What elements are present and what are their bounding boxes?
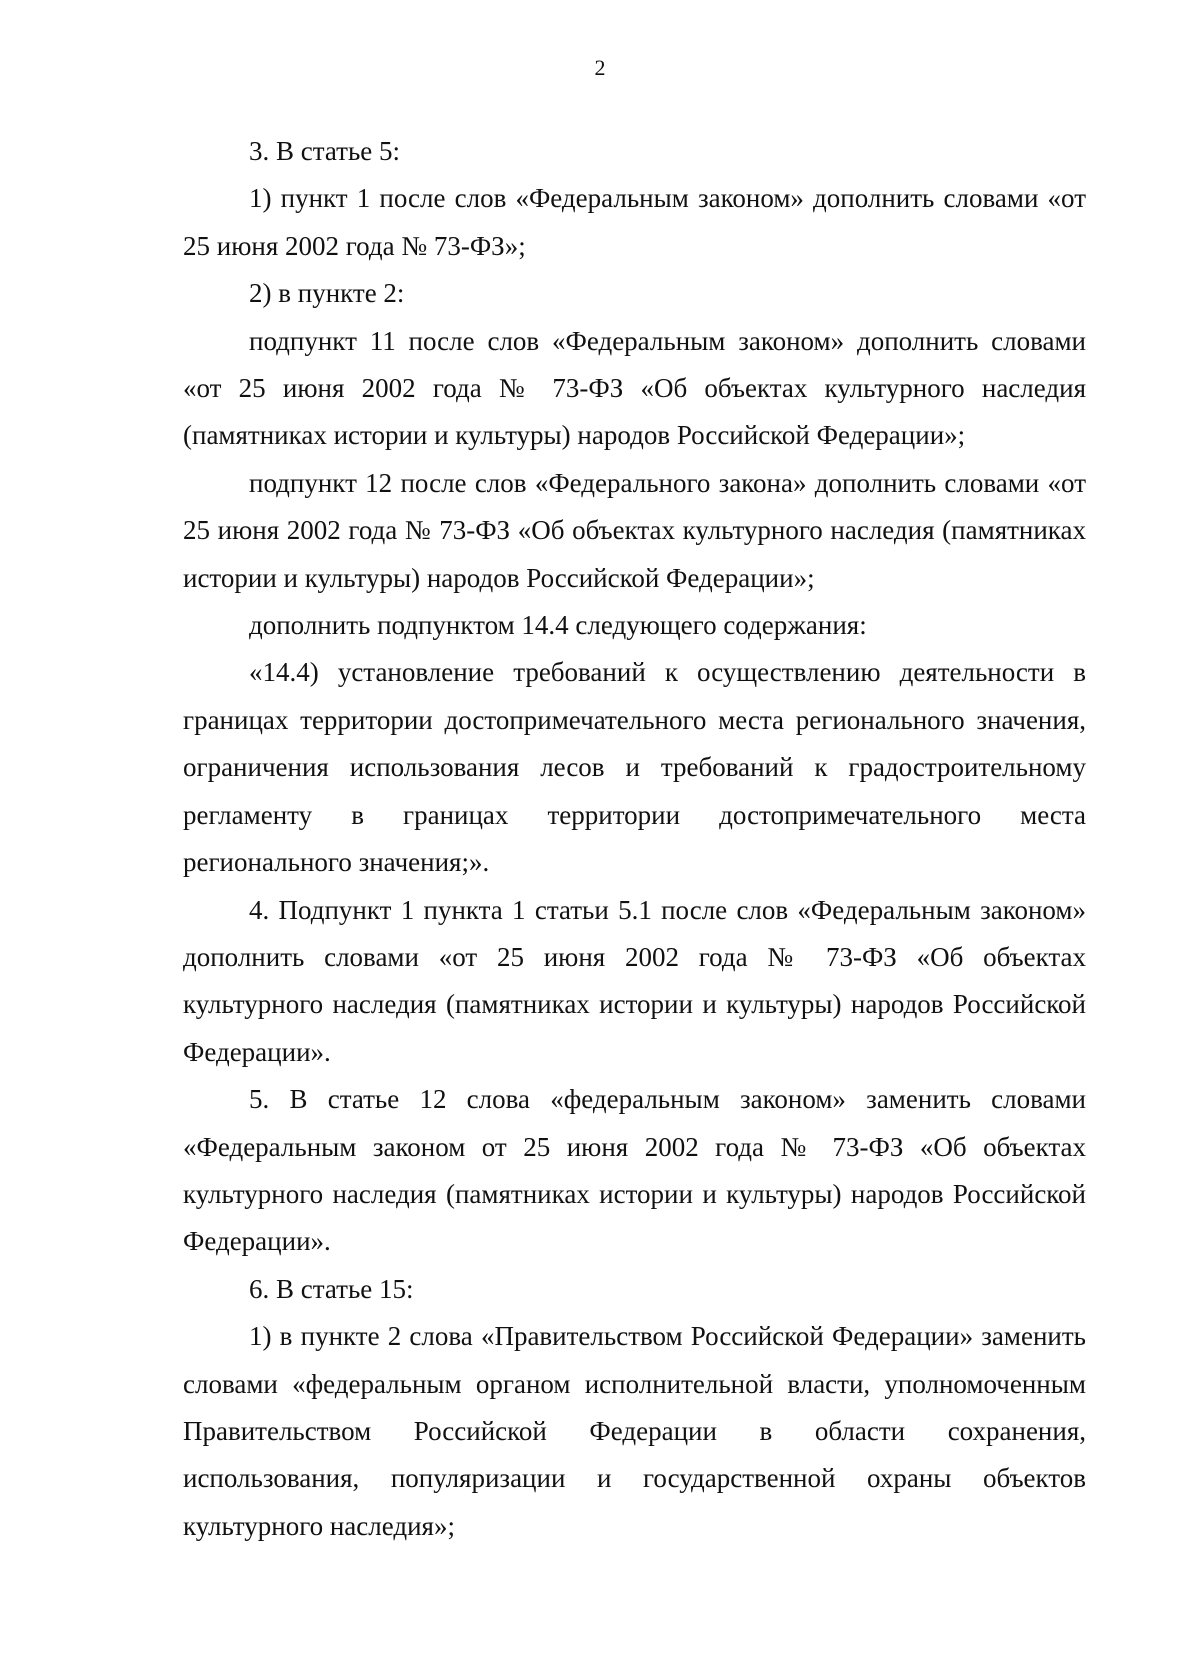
paragraph-section-5: 5. В статье 12 слова «федеральным законом» заменить словами «Федеральным законом от 25 июня 2002 года № 73-ФЗ «Об объектах культурного наследия (памятниках истории и культуры) народов Российской Федерации». — [183, 1084, 1086, 1257]
paragraph-add-subitem-14-4: дополнить подпунктом 14.4 следующего содержания: — [249, 610, 867, 641]
paragraph-subitem-11: подпункт 11 после слов «Федеральным законом» дополнить словами «от 25 июня 2002 года № 73-ФЗ «Об объектах культурного наследия (памятниках истории и культуры) народов Российской Федерации»; — [183, 325, 1086, 451]
paragraph-section-4: 4. Подпункт 1 пункта 1 статьи 5.1 после слов «Федеральным законом» дополнить словами «от 25 июня 2002 года № 73-ФЗ «Об объектах культурного наследия (памятниках истории и культуры) народов Российской Федерации». — [183, 894, 1086, 1067]
paragraph-item-2-heading: 2) в пункте 2: — [249, 278, 405, 309]
paragraph-article-15-item-1: 1) в пункте 2 слова «Правительством Российской Федерации» заменить словами «федеральным органом исполнительной власти, уполномоченным Правительством Российской Федерации в области сохранения, использования, популяризации и государственной охраны объектов культурного наследия»; — [183, 1321, 1086, 1541]
page-number: 2 — [594, 55, 606, 80]
paragraph-article-15-heading: 6. В статье 15: — [249, 1273, 414, 1304]
paragraph-subitem-14-4-text: «14.4) установление требований к осуществлению деятельности в границах территории достопримечательного места регионального значения, ограничения использования лесов и требований к градостроительному регламенту в границах территории достопримечательного места регионального значения;». — [183, 657, 1086, 878]
paragraph-subitem-12: подпункт 12 после слов «Федерального закона» дополнить словами «от 25 июня 2002 года № 73-ФЗ «Об объектах культурного наследия (памятниках истории и культуры) народов Российской Федерации»; — [183, 467, 1086, 593]
paragraph-item-1: 1) пункт 1 после слов «Федеральным законом» дополнить словами «от 25 июня 2002 года № 73-ФЗ»; — [183, 183, 1086, 261]
paragraph-article-5-heading: 3. В статье 5: — [249, 136, 401, 166]
document-body — [183, 128, 1086, 1550]
